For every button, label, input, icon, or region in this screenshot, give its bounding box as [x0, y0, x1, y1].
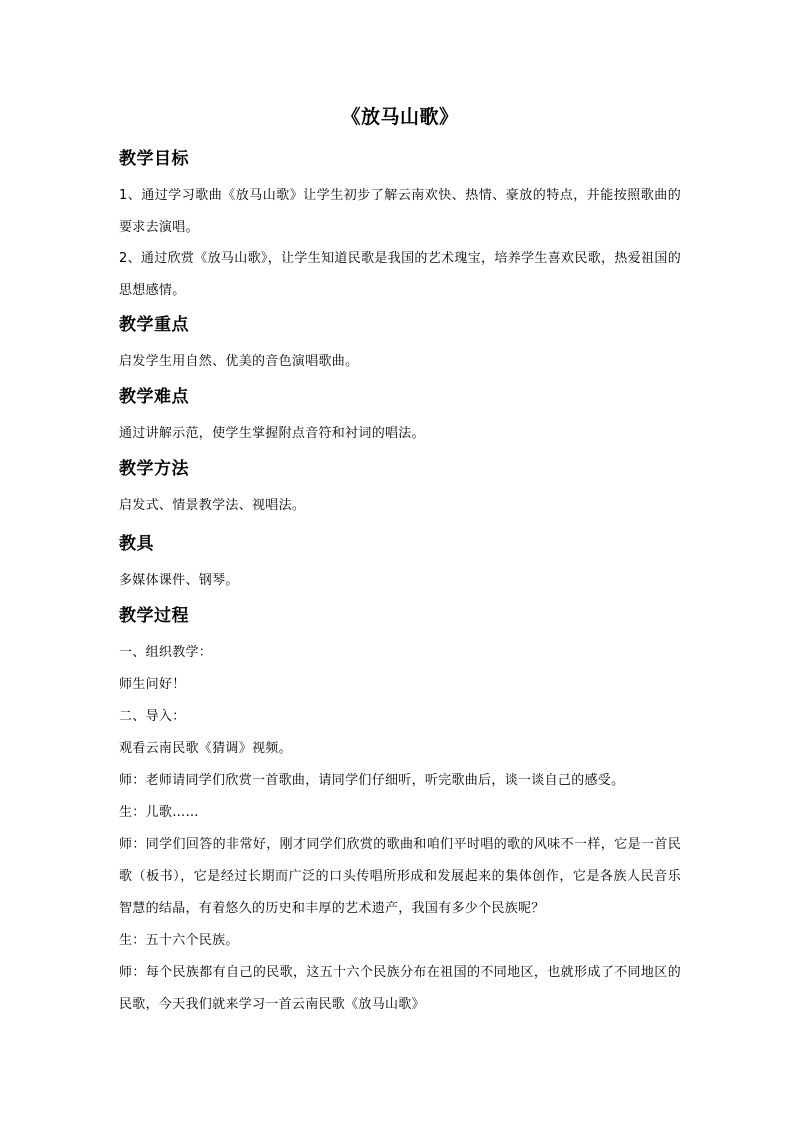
process-line-greeting: 师生问好！	[119, 677, 186, 692]
teaching-aids-paragraph: 多媒体课件、钢琴。	[119, 573, 239, 588]
heading-difficulties: 教学难点	[119, 387, 189, 407]
heading-teaching-goals: 教学目标	[119, 149, 189, 169]
process-line-student-2: 生：五十六个民族。	[119, 933, 239, 948]
heading-teaching-process: 教学过程	[119, 606, 189, 626]
process-line-video: 观看云南民歌《猜调》视频。	[119, 741, 292, 756]
document-title: 《放马山歌》	[341, 106, 459, 128]
heading-teaching-aids: 教具	[119, 534, 154, 554]
process-line-intro: 二、导入：	[119, 709, 186, 724]
methods-paragraph: 启发式、情景教学法、视唱法。	[119, 498, 306, 513]
process-line-organize: 一、组织教学：	[119, 645, 213, 660]
heading-key-points: 教学重点	[119, 315, 189, 335]
difficulties-paragraph: 通过讲解示范，使学生掌握附点音符和衬词的唱法。	[119, 426, 425, 441]
process-line-teacher-1: 师：老师请同学们欣赏一首歌曲，请同学们仔细听，听完歌曲后，谈一谈自己的感受。	[119, 773, 625, 788]
process-line-teacher-2: 师：同学们回答的非常好，刚才同学们欣赏的歌曲和咱们平时唱的歌的风味不一样，它是一首民歌（板书），它是经过长期而广泛的口头传唱所形成和发展起来的集体创作，它是各族人民音乐智慧的结晶，有着悠久的历史和丰厚的艺术遗产，我国有多少个民族呢？	[119, 837, 681, 916]
goal-paragraph-1: 1、通过学习歌曲《放马山歌》让学生初步了解云南欢快、热情、豪放的特点，并能按照歌曲的要求去演唱。	[119, 188, 681, 235]
heading-methods: 教学方法	[119, 459, 189, 479]
process-line-teacher-3: 师：每个民族都有自己的民歌，这五十六个民族分布在祖国的不同地区，也就形成了不同地区的民歌，今天我们就来学习一首云南民歌《放马山歌》	[119, 965, 681, 1012]
goal-paragraph-2: 2、通过欣赏《放马山歌》，让学生知道民歌是我国的艺术瑰宝，培养学生喜欢民歌，热爱祖国的思想感情。	[119, 251, 681, 298]
key-points-paragraph: 启发学生用自然、优美的音色演唱歌曲。	[119, 354, 359, 369]
process-line-student-1: 生：儿歌……	[119, 805, 199, 820]
